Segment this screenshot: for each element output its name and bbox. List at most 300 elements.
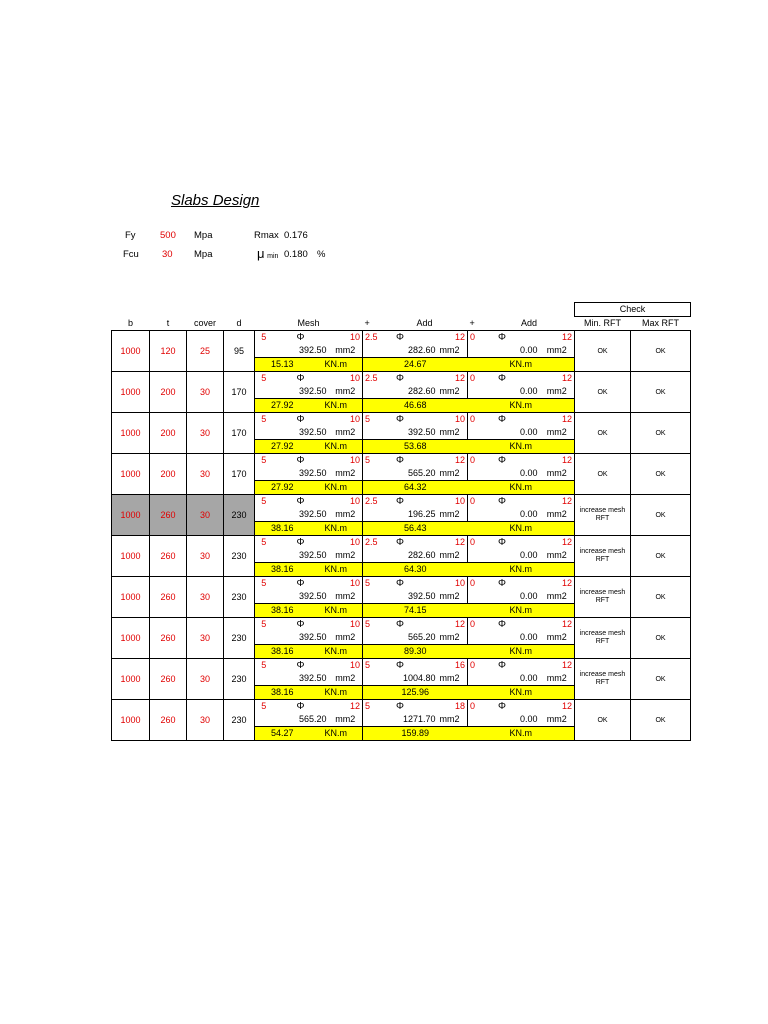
add1-count: 2.5: [363, 372, 382, 386]
area-unit: mm2: [546, 468, 567, 478]
moment-unit: KN.m: [468, 686, 575, 700]
mesh-area: 392.50: [298, 509, 327, 519]
page-title: Slabs Design: [171, 192, 260, 209]
b-value: 1000: [112, 700, 150, 741]
bar-icon: Φ: [273, 700, 329, 714]
b-value: 1000: [112, 331, 150, 372]
max-rft-check: OK: [631, 331, 691, 372]
add2-area: 0.00: [519, 427, 538, 437]
add2-diameter: 12: [521, 413, 575, 427]
bar-icon: Φ: [273, 331, 329, 345]
add2-count: 0: [468, 413, 484, 427]
mesh-moment: 27.92: [255, 399, 310, 413]
blank: [468, 672, 484, 686]
b-value: 1000: [112, 495, 150, 536]
t-value: 200: [150, 454, 187, 495]
mesh-area: 392.50: [298, 632, 327, 642]
add1-area: 282.60: [407, 345, 436, 355]
cover-value: 30: [187, 659, 224, 700]
add2-area: 0.00: [519, 550, 538, 560]
add1-count: 5: [363, 659, 382, 673]
column-header-row: [112, 317, 691, 331]
bar-icon: Φ: [382, 413, 419, 427]
bar-icon: Φ: [273, 413, 329, 427]
bar-icon: Φ: [484, 413, 521, 427]
col-max-rft: Max RFT: [642, 318, 679, 328]
total-moment: 125.96: [363, 686, 468, 700]
d-value: 170: [224, 454, 255, 495]
rmax-label: Rmax: [254, 230, 279, 241]
area-unit: mm2: [329, 508, 363, 522]
moment-unit: KN.m: [468, 522, 575, 536]
add1-diameter: 12: [419, 372, 468, 386]
cover-value: 30: [187, 536, 224, 577]
t-value: 260: [150, 618, 187, 659]
mesh-moment: 27.92: [255, 481, 310, 495]
min-rft-check: OK: [575, 413, 631, 454]
blank: [255, 344, 273, 358]
add2-area: 0.00: [519, 673, 538, 683]
min-rft-check: increase mesh RFT: [575, 495, 631, 536]
blank: [468, 713, 484, 727]
mu-min-value: 0.180: [284, 249, 308, 260]
cover-value: 25: [187, 331, 224, 372]
mesh-diameter: 10: [329, 577, 363, 591]
bar-icon: Φ: [273, 577, 329, 591]
add2-area: 0.00: [519, 714, 538, 724]
d-value: 230: [224, 700, 255, 741]
table-row: [112, 536, 691, 550]
add2-count: 0: [468, 618, 484, 632]
d-value: 95: [224, 331, 255, 372]
mesh-count: 5: [255, 536, 273, 550]
max-rft-check: OK: [631, 618, 691, 659]
col-add-2: Add: [520, 317, 537, 328]
mesh-count: 5: [255, 659, 273, 673]
mesh-diameter: 10: [329, 495, 363, 509]
blank: [468, 631, 484, 645]
bar-icon: Φ: [382, 495, 419, 509]
area-unit: mm2: [439, 550, 460, 560]
min-rft-check: increase mesh RFT: [575, 536, 631, 577]
total-moment: 64.32: [363, 481, 468, 495]
add2-area: 0.00: [519, 468, 538, 478]
add2-diameter: 12: [521, 454, 575, 468]
moment-unit: KN.m: [468, 645, 575, 659]
mesh-moment: 38.16: [255, 522, 310, 536]
mu-symbol: μ: [257, 246, 265, 261]
mesh-count: 5: [255, 413, 273, 427]
total-moment: 74.15: [363, 604, 468, 618]
b-value: 1000: [112, 454, 150, 495]
bar-icon: Φ: [484, 495, 521, 509]
add1-area: 282.60: [407, 386, 436, 396]
add1-area: 565.20: [407, 468, 436, 478]
area-unit: mm2: [546, 509, 567, 519]
moment-unit: KN.m: [310, 604, 363, 618]
area-unit: mm2: [546, 632, 567, 642]
add1-count: 5: [363, 454, 382, 468]
col-t: t: [166, 317, 170, 328]
mesh-moment: 27.92: [255, 440, 310, 454]
add1-count: 2.5: [363, 536, 382, 550]
max-rft-check: OK: [631, 659, 691, 700]
mesh-moment: 15.13: [255, 358, 310, 372]
table-row: [112, 700, 691, 714]
fcu-value: 30: [162, 249, 173, 260]
add1-diameter: 12: [419, 454, 468, 468]
add2-count: 0: [468, 536, 484, 550]
blank: [255, 672, 273, 686]
add1-area: 392.50: [407, 591, 436, 601]
add1-area: 1271.70: [402, 714, 436, 724]
table-row: [112, 372, 691, 386]
blank: [468, 344, 484, 358]
moment-unit: KN.m: [310, 686, 363, 700]
bar-icon: Φ: [382, 618, 419, 632]
col-b: b: [127, 317, 133, 328]
add2-count: 0: [468, 372, 484, 386]
bar-icon: Φ: [484, 659, 521, 673]
t-value: 260: [150, 577, 187, 618]
d-value: 230: [224, 495, 255, 536]
add1-area: 282.60: [407, 550, 436, 560]
d-value: 230: [224, 659, 255, 700]
add2-diameter: 12: [521, 700, 575, 714]
mu-subscript: min: [267, 253, 279, 260]
table-row: [112, 618, 691, 632]
add1-count: 2.5: [363, 495, 382, 509]
total-moment: 24.67: [363, 358, 468, 372]
min-rft-check: increase mesh RFT: [575, 659, 631, 700]
blank: [468, 590, 484, 604]
mu-min-label: [257, 246, 278, 261]
add2-count: 0: [468, 495, 484, 509]
area-unit: mm2: [546, 673, 567, 683]
bar-icon: Φ: [382, 372, 419, 386]
blank: [255, 426, 273, 440]
table-row: [112, 659, 691, 673]
mesh-count: 5: [255, 372, 273, 386]
add1-diameter: 10: [419, 495, 468, 509]
blank: [255, 631, 273, 645]
add2-diameter: 12: [521, 618, 575, 632]
add1-area: 565.20: [407, 632, 436, 642]
add2-count: 0: [468, 577, 484, 591]
t-value: 260: [150, 700, 187, 741]
b-value: 1000: [112, 372, 150, 413]
bar-icon: Φ: [484, 372, 521, 386]
d-value: 230: [224, 577, 255, 618]
table-row: [112, 331, 691, 345]
col-min-rft: Min. RFT: [584, 318, 621, 328]
moment-unit: KN.m: [468, 563, 575, 577]
area-unit: mm2: [329, 631, 363, 645]
area-unit: mm2: [439, 468, 460, 478]
table-row: [112, 577, 691, 591]
area-unit: mm2: [546, 427, 567, 437]
add2-area: 0.00: [519, 386, 538, 396]
mesh-area: 392.50: [298, 550, 327, 560]
bar-icon: Φ: [382, 536, 419, 550]
moment-unit: KN.m: [468, 440, 575, 454]
add2-count: 0: [468, 659, 484, 673]
d-value: 170: [224, 372, 255, 413]
area-unit: mm2: [329, 426, 363, 440]
blank: [468, 385, 484, 399]
add1-diameter: 10: [419, 577, 468, 591]
total-moment: 46.68: [363, 399, 468, 413]
area-unit: mm2: [439, 673, 460, 683]
mesh-count: 5: [255, 700, 273, 714]
add1-area: 1004.80: [402, 673, 436, 683]
mesh-diameter: 10: [329, 536, 363, 550]
blank: [255, 590, 273, 604]
mesh-count: 5: [255, 454, 273, 468]
col-d: d: [236, 317, 242, 328]
mesh-moment: 54.27: [255, 727, 310, 741]
mesh-diameter: 10: [329, 618, 363, 632]
area-unit: mm2: [546, 550, 567, 560]
moment-unit: KN.m: [310, 563, 363, 577]
min-rft-check: OK: [575, 700, 631, 741]
add1-count: 5: [363, 413, 382, 427]
min-rft-check: OK: [575, 331, 631, 372]
blank: [255, 385, 273, 399]
add2-area: 0.00: [519, 632, 538, 642]
add1-count: 5: [363, 700, 382, 714]
add1-diameter: 16: [419, 659, 468, 673]
total-moment: 159.89: [363, 727, 468, 741]
area-unit: mm2: [439, 427, 460, 437]
add2-diameter: 12: [521, 577, 575, 591]
total-moment: 56.43: [363, 522, 468, 536]
add2-diameter: 12: [521, 536, 575, 550]
bar-icon: Φ: [484, 618, 521, 632]
mesh-area: 565.20: [298, 714, 327, 724]
add2-count: 0: [468, 700, 484, 714]
moment-unit: KN.m: [310, 522, 363, 536]
fy-unit: Mpa: [194, 230, 213, 241]
mesh-area: 392.50: [298, 673, 327, 683]
area-unit: mm2: [546, 345, 567, 355]
add1-count: 5: [363, 577, 382, 591]
check-header-row: [112, 303, 691, 317]
mesh-count: 5: [255, 577, 273, 591]
area-unit: mm2: [329, 672, 363, 686]
moment-unit: KN.m: [468, 727, 575, 741]
mu-min-unit: %: [317, 249, 326, 260]
mesh-area: 392.50: [298, 345, 327, 355]
rmax-value: 0.176: [284, 230, 308, 241]
add1-diameter: 10: [419, 413, 468, 427]
t-value: 200: [150, 372, 187, 413]
check-header: Check: [575, 303, 691, 317]
moment-unit: KN.m: [468, 399, 575, 413]
col-plus-2: +: [469, 317, 475, 328]
max-rft-check: OK: [631, 372, 691, 413]
add1-count: 2.5: [363, 331, 382, 345]
total-moment: 89.30: [363, 645, 468, 659]
area-unit: mm2: [329, 590, 363, 604]
min-rft-check: OK: [575, 454, 631, 495]
mesh-area: 392.50: [298, 427, 327, 437]
blank: [255, 508, 273, 522]
area-unit: mm2: [439, 509, 460, 519]
add2-diameter: 12: [521, 372, 575, 386]
max-rft-check: OK: [631, 495, 691, 536]
t-value: 120: [150, 331, 187, 372]
add2-count: 0: [468, 454, 484, 468]
area-unit: mm2: [546, 386, 567, 396]
add1-diameter: 12: [419, 536, 468, 550]
mesh-diameter: 10: [329, 454, 363, 468]
area-unit: mm2: [439, 386, 460, 396]
min-rft-check: OK: [575, 372, 631, 413]
d-value: 170: [224, 413, 255, 454]
bar-icon: Φ: [273, 372, 329, 386]
d-value: 230: [224, 536, 255, 577]
mesh-area: 392.50: [298, 386, 327, 396]
add2-diameter: 12: [521, 659, 575, 673]
mesh-moment: 38.16: [255, 604, 310, 618]
area-unit: mm2: [546, 714, 567, 724]
table-row: [112, 413, 691, 427]
mesh-area: 392.50: [298, 468, 327, 478]
moment-unit: KN.m: [310, 645, 363, 659]
area-unit: mm2: [329, 549, 363, 563]
t-value: 260: [150, 495, 187, 536]
add1-diameter: 18: [419, 700, 468, 714]
bar-icon: Φ: [484, 454, 521, 468]
moment-unit: KN.m: [468, 604, 575, 618]
add2-diameter: 12: [521, 331, 575, 345]
add1-diameter: 12: [419, 331, 468, 345]
add1-count: 5: [363, 618, 382, 632]
bar-icon: Φ: [382, 700, 419, 714]
cover-value: 30: [187, 413, 224, 454]
b-value: 1000: [112, 618, 150, 659]
bar-icon: Φ: [273, 454, 329, 468]
max-rft-check: OK: [631, 577, 691, 618]
b-value: 1000: [112, 659, 150, 700]
mesh-diameter: 10: [329, 372, 363, 386]
col-mesh: Mesh: [297, 317, 320, 328]
moment-unit: KN.m: [310, 358, 363, 372]
add2-diameter: 12: [521, 495, 575, 509]
moment-unit: KN.m: [468, 481, 575, 495]
area-unit: mm2: [329, 713, 363, 727]
bar-icon: Φ: [273, 659, 329, 673]
bar-icon: Φ: [382, 659, 419, 673]
fcu-unit: Mpa: [194, 249, 213, 260]
mesh-moment: 38.16: [255, 645, 310, 659]
slab-design-table: [111, 302, 691, 741]
t-value: 200: [150, 413, 187, 454]
fy-value: 500: [160, 230, 176, 241]
add2-area: 0.00: [519, 591, 538, 601]
area-unit: mm2: [329, 467, 363, 481]
blank: [468, 508, 484, 522]
bar-icon: Φ: [273, 618, 329, 632]
max-rft-check: OK: [631, 536, 691, 577]
blank: [255, 549, 273, 563]
blank: [255, 467, 273, 481]
bar-icon: Φ: [382, 454, 419, 468]
table-row: [112, 454, 691, 468]
table-row: [112, 495, 691, 509]
col-cover: cover: [193, 317, 216, 328]
total-moment: 64.30: [363, 563, 468, 577]
moment-unit: KN.m: [310, 727, 363, 741]
bar-icon: Φ: [484, 331, 521, 345]
blank: [468, 467, 484, 481]
blank: [468, 426, 484, 440]
fcu-label: Fcu: [123, 249, 139, 260]
moment-unit: KN.m: [310, 440, 363, 454]
cover-value: 30: [187, 618, 224, 659]
area-unit: mm2: [329, 344, 363, 358]
col-add-1: Add: [416, 317, 433, 328]
moment-unit: KN.m: [310, 399, 363, 413]
mesh-count: 5: [255, 618, 273, 632]
blank: [255, 713, 273, 727]
mesh-moment: 38.16: [255, 686, 310, 700]
b-value: 1000: [112, 413, 150, 454]
bar-icon: Φ: [273, 536, 329, 550]
mesh-count: 5: [255, 495, 273, 509]
bar-icon: Φ: [484, 577, 521, 591]
fy-label: Fy: [125, 230, 136, 241]
add1-area: 196.25: [407, 509, 436, 519]
max-rft-check: OK: [631, 413, 691, 454]
b-value: 1000: [112, 577, 150, 618]
col-plus-1: +: [364, 317, 370, 328]
mesh-moment: 38.16: [255, 563, 310, 577]
max-rft-check: OK: [631, 700, 691, 741]
area-unit: mm2: [329, 385, 363, 399]
cover-value: 30: [187, 495, 224, 536]
area-unit: mm2: [439, 632, 460, 642]
moment-unit: KN.m: [310, 481, 363, 495]
moment-unit: KN.m: [468, 358, 575, 372]
area-unit: mm2: [439, 591, 460, 601]
mesh-diameter: 12: [329, 700, 363, 714]
area-unit: mm2: [546, 591, 567, 601]
min-rft-check: increase mesh RFT: [575, 577, 631, 618]
min-rft-check: increase mesh RFT: [575, 618, 631, 659]
area-unit: mm2: [439, 345, 460, 355]
area-unit: mm2: [439, 714, 460, 724]
bar-icon: Φ: [382, 331, 419, 345]
mesh-count: 5: [255, 331, 273, 345]
mesh-diameter: 10: [329, 659, 363, 673]
blank: [468, 549, 484, 563]
mesh-diameter: 10: [329, 413, 363, 427]
add2-area: 0.00: [519, 345, 538, 355]
bar-icon: Φ: [273, 495, 329, 509]
d-value: 230: [224, 618, 255, 659]
bar-icon: Φ: [382, 577, 419, 591]
add2-area: 0.00: [519, 509, 538, 519]
cover-value: 30: [187, 454, 224, 495]
bar-icon: Φ: [484, 700, 521, 714]
add1-area: 392.50: [407, 427, 436, 437]
t-value: 260: [150, 659, 187, 700]
max-rft-check: OK: [631, 454, 691, 495]
mesh-diameter: 10: [329, 331, 363, 345]
total-moment: 53.68: [363, 440, 468, 454]
